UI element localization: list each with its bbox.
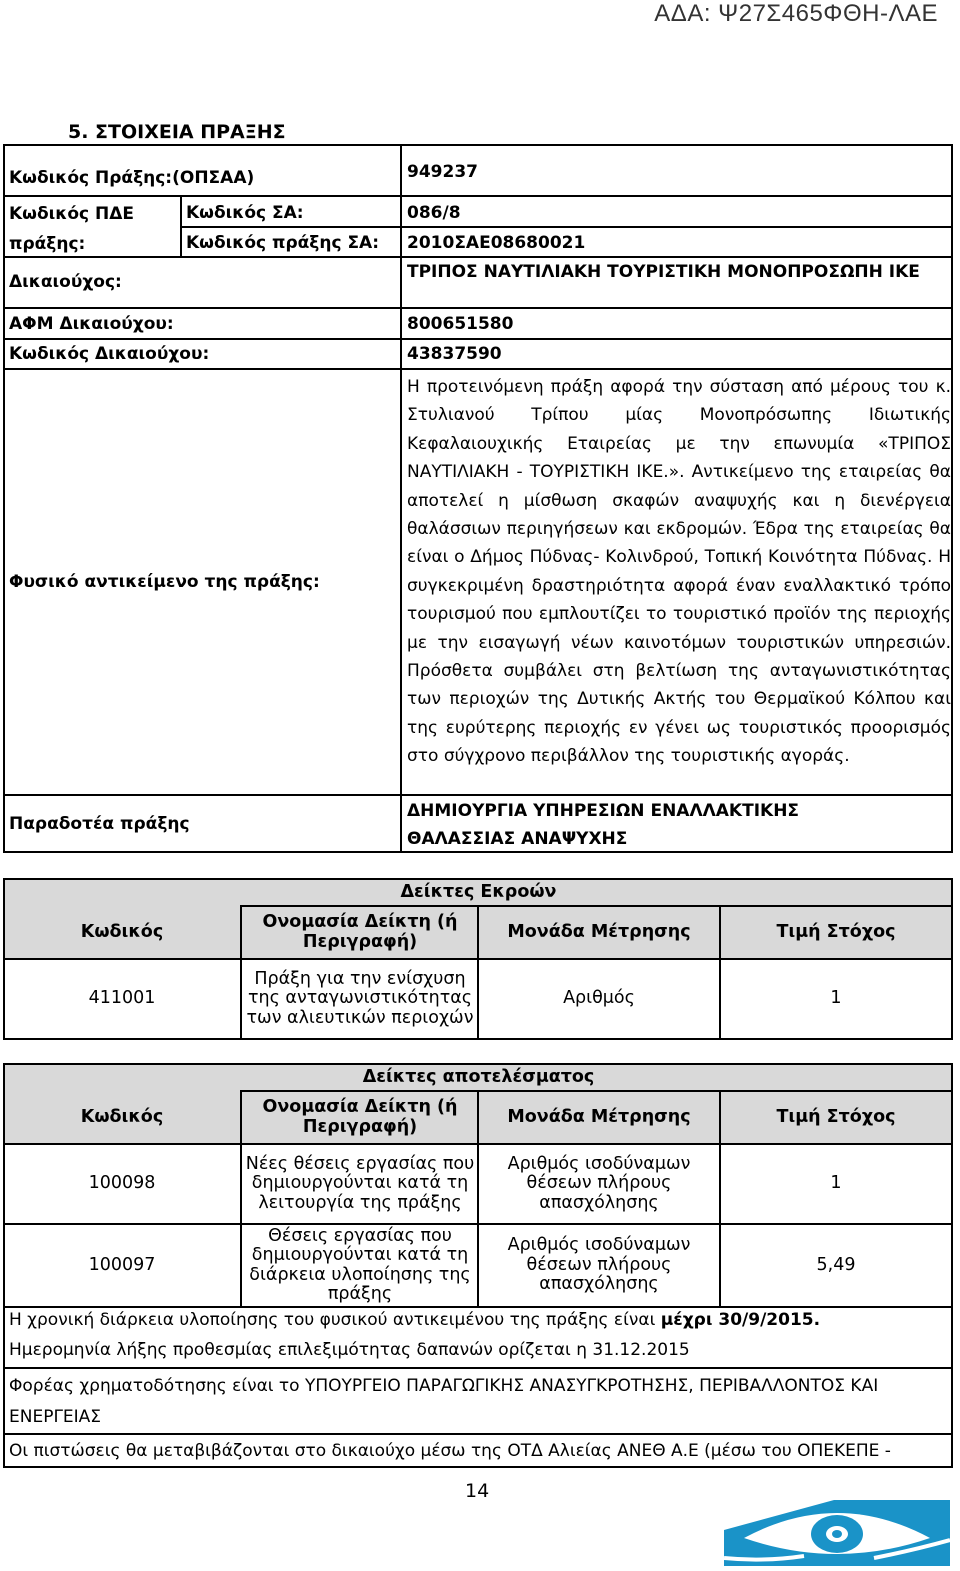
beneficiary-value: ΤΡΙΠΟΣ ΝΑΥΤΙΛΙΑΚΗ ΤΟΥΡΙΣΤΙΚΗ ΜΟΝΟΠΡΟΣΩΠΗ ΙΚΕ bbox=[407, 262, 920, 282]
result-col-target: Τιμή Στόχος bbox=[776, 1106, 896, 1127]
beneficiary-code-value: 43837590 bbox=[407, 343, 502, 364]
beneficiary-code-label: Κωδικός Δικαιούχου: bbox=[9, 343, 210, 364]
result-col-name: Ονομασία Δείκτη (ή Περιγραφή) bbox=[262, 1097, 458, 1137]
code-opsaa-value: 949237 bbox=[407, 162, 478, 182]
result-row-1-code: 100098 bbox=[88, 1173, 156, 1194]
result-row-2-name: Θέσεις εργασίας που δημιουργούνται κατά τη διάρκεια υλοποίησης της πράξης bbox=[249, 1225, 471, 1304]
transfer-note: Οι πιστώσεις θα μεταβιβάζονται στο δικαιούχο μέσω της ΟΤΔ Αλιείας ΑΝΕΘ Α.Ε (μέσω του ΟΠΕΚΕΠΕ - bbox=[9, 1441, 891, 1461]
result-row-2-code: 100097 bbox=[88, 1254, 156, 1275]
pde-label-line2: πράξης: bbox=[9, 234, 86, 254]
sa-code-label: Κωδικός ΣΑ: bbox=[186, 203, 304, 223]
result-col-code: Κωδικός bbox=[80, 1106, 164, 1127]
result-row-1-target: 1 bbox=[830, 1173, 842, 1194]
output-row-target: 1 bbox=[830, 988, 842, 1009]
output-indicators-title: Δείκτες Εκροών bbox=[400, 881, 557, 902]
result-row-2-unit: Αριθμός ισοδύναμων θέσεων πλήρους απασχόλησης bbox=[507, 1235, 691, 1295]
result-indicators-title: Δείκτες αποτελέσματος bbox=[362, 1066, 595, 1087]
afm-value: 800651580 bbox=[407, 313, 514, 334]
output-col-code: Κωδικός bbox=[80, 921, 164, 942]
sa-project-value: 2010ΣΑΕ08680021 bbox=[407, 233, 586, 253]
result-col-unit: Μονάδα Μέτρησης bbox=[507, 1106, 691, 1127]
output-row-name: Πράξη για την ενίσχυση της ανταγωνιστικότητας των αλιευτικών περιοχών bbox=[246, 968, 474, 1028]
result-row-1-name: Νέες θέσεις εργασίας που δημιουργούνται κατά τη λειτουργία της πράξης bbox=[245, 1153, 475, 1213]
output-row-code: 411001 bbox=[88, 988, 156, 1009]
section-title: 5. ΣΤΟΙΧΕΙΑ ΠΡΑΞΗΣ bbox=[68, 121, 286, 143]
sa-project-label: Κωδικός πράξης ΣΑ: bbox=[186, 233, 380, 253]
output-row-unit: Αριθμός bbox=[563, 988, 635, 1009]
output-col-unit: Μονάδα Μέτρησης bbox=[507, 921, 691, 942]
deadline-note: Ημερομηνία λήξης προθεσμίας επιλεξιμότητας δαπανών ορίζεται η 31.12.2015 bbox=[9, 1340, 690, 1360]
deliverable-label: Παραδοτέα πράξης bbox=[9, 814, 190, 834]
object-label: Φυσικό αντικείμενο της πράξης: bbox=[9, 572, 320, 592]
deliverable-line1: ΔΗΜΙΟΥΡΓΙΑ ΥΠΗΡΕΣΙΩΝ ΕΝΑΛΛΑΚΤΙΚΗΣ bbox=[407, 801, 800, 821]
ada-code: ΑΔΑ: Ψ27Σ465ΦΘΗ-ΛΑΕ bbox=[654, 0, 938, 27]
eye-logo-icon bbox=[724, 1500, 950, 1566]
pde-label-line1: Κωδικός ΠΔΕ bbox=[9, 204, 135, 224]
output-col-target: Τιμή Στόχος bbox=[776, 921, 896, 942]
page-number: 14 bbox=[465, 1480, 490, 1502]
object-description: Η προτεινόμενη πράξη αφορά την σύσταση από μέρους του κ. Στυλιανού Τρίπου μίας Μονοπρόσωπης Ιδιωτικής Κεφαλαιουχικής Εταιρείας με την επωνυμία «ΤΡΙΠΟΣ ΝΑΥΤΙΛΙΑΚΗ - ΤΟΥΡΙΣΤΙΚΗ ΙΚΕ.». Αντικείμενο της εταιρείας θα αποτελεί η μίσθωση σκαφών αναψυχής και η διενέργεια θαλάσσιων περιηγήσεων και εκδρομών. Έδρα της εταιρείας θα είναι ο Δήμος Πύδνας- Κολινδρού, Τοπική Κοινότητα Πύδνας. Η συγκεκριμένη δραστηριότητα αφορά έναν εναλλακτικό τρόπο τουρισμού που εμπλουτίζει το τουριστικό προϊόν της περιοχής με την εισαγωγή νέων καινοτόμων τουριστικών υπηρεσιών. Πρόσθετα συμβάλει στη βελτίωση της ανταγωνιστικότητας των περιοχών της Δυτικής Ακτής του Θερμαϊκού Κόλπου και της ευρύτερης περιοχής εν γένει ως τουριστικός προορισμός στο σύγχρονο περιβάλλον της τουριστικής αγοράς. bbox=[407, 377, 951, 767]
deliverable-line2: ΘΑΛΑΣΣΙΑΣ ΑΝΑΨΥΧΗΣ bbox=[407, 829, 628, 849]
funding-note: Φορέας χρηματοδότησης είναι το ΥΠΟΥΡΓΕΙΟ ΠΑΡΑΓΩΓΙΚΗΣ ΑΝΑΣΥΓΚΡΟΤΗΣΗΣ, ΠΕΡΙΒΑΛΛΟΝΤΟΣ ΚΑΙ ΕΝΕΡΓΕΙΑΣ bbox=[9, 1376, 879, 1427]
beneficiary-label: Δικαιούχος: bbox=[9, 272, 122, 292]
result-row-1-unit: Αριθμός ισοδύναμων θέσεων πλήρους απασχόλησης bbox=[507, 1153, 691, 1213]
duration-note: Η χρονική διάρκεια υλοποίησης του φυσικού αντικειμένου της πράξης είναι μέχρι 30/9/2015. bbox=[9, 1310, 821, 1330]
result-row-2-target: 5,49 bbox=[816, 1254, 856, 1275]
sa-code-value: 086/8 bbox=[407, 203, 461, 223]
output-col-name: Ονομασία Δείκτη (ή Περιγραφή) bbox=[262, 912, 458, 952]
code-opsaa-label: Κωδικός Πράξης:(ΟΠΣΑΑ) bbox=[9, 168, 255, 188]
afm-label: ΑΦΜ Δικαιούχου: bbox=[9, 313, 174, 334]
